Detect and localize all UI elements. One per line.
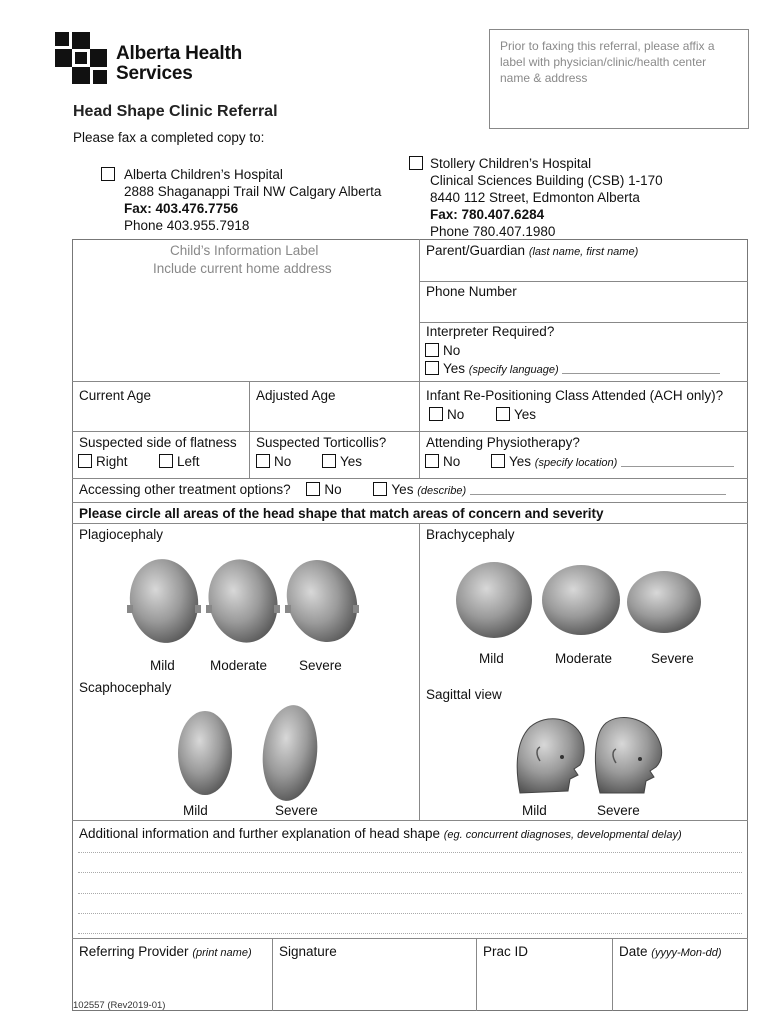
scapho-mild-label: Mild bbox=[183, 803, 208, 818]
additional-line-1[interactable] bbox=[78, 852, 742, 853]
brachy-severe-head[interactable] bbox=[627, 571, 701, 633]
brachy-mild-head[interactable] bbox=[456, 562, 532, 638]
physio-no-checkbox[interactable] bbox=[425, 454, 439, 468]
date-label: Date (yyyy-Mon-dd) bbox=[619, 944, 722, 959]
plagio-mild-head[interactable] bbox=[124, 556, 203, 646]
plagio-severe-label: Severe bbox=[299, 658, 342, 673]
edmonton-checkbox[interactable] bbox=[409, 156, 423, 170]
signature-label: Signature bbox=[279, 944, 337, 959]
interpreter-label: Interpreter Required? bbox=[426, 324, 555, 339]
interpreter-no-checkbox[interactable] bbox=[425, 343, 439, 357]
torticollis-yes-checkbox[interactable] bbox=[322, 454, 336, 468]
prac-id-label: Prac ID bbox=[483, 944, 529, 959]
adjusted-age-label: Adjusted Age bbox=[256, 388, 336, 403]
plagio-moderate-head[interactable] bbox=[200, 556, 286, 646]
scaphocephaly-images bbox=[172, 703, 332, 803]
flatness-left-checkbox[interactable] bbox=[159, 454, 173, 468]
brachy-severe-label: Severe bbox=[651, 651, 694, 666]
torticollis-label: Suspected Torticollis? bbox=[256, 435, 387, 450]
other-treatment-yes-checkbox[interactable] bbox=[373, 482, 387, 496]
brachy-mild-label: Mild bbox=[479, 651, 504, 666]
infant-class-no: No bbox=[429, 407, 464, 422]
calgary-checkbox[interactable] bbox=[101, 167, 115, 181]
sagittal-severe-head[interactable] bbox=[595, 717, 661, 793]
physio-yes-checkbox[interactable] bbox=[491, 454, 505, 468]
flatness-right-checkbox[interactable] bbox=[78, 454, 92, 468]
brachycephaly-images bbox=[452, 552, 702, 642]
infant-class-yes-checkbox[interactable] bbox=[496, 407, 510, 421]
infant-class-yes: Yes bbox=[496, 407, 536, 422]
plagiocephaly-label: Plagiocephaly bbox=[79, 527, 164, 542]
physio-yes: Yes (specify location) bbox=[491, 454, 734, 469]
sagittal-images bbox=[510, 713, 670, 803]
sagittal-label: Sagittal view bbox=[426, 687, 502, 702]
side-flatness-label: Suspected side of flatness bbox=[79, 435, 237, 450]
torticollis-no: No bbox=[256, 454, 291, 469]
other-treatment: Accessing other treatment options? No Yes (describe) bbox=[79, 482, 726, 497]
scapho-severe-head[interactable] bbox=[258, 703, 322, 803]
additional-line-2[interactable] bbox=[78, 872, 742, 873]
scapho-severe-label: Severe bbox=[275, 803, 318, 818]
additional-line-4[interactable] bbox=[78, 913, 742, 914]
language-field[interactable] bbox=[562, 373, 720, 374]
plagio-severe-head[interactable] bbox=[275, 556, 364, 646]
infant-class-label: Infant Re-Positioning Class Attended (ACH only)? bbox=[426, 388, 724, 403]
page-title: Head Shape Clinic Referral bbox=[73, 103, 278, 120]
brachycephaly-label: Brachycephaly bbox=[426, 527, 515, 542]
circle-instruction: Please circle all areas of the head shape that match areas of concern and severity bbox=[79, 506, 604, 521]
plagio-moderate-label: Moderate bbox=[210, 658, 268, 673]
edmonton-hospital: Stollery Children’s Hospital Clinical Sciences Building (CSB) 1-170 8440 112 Street, Edmonton Alberta Fax: 780.407.6284 Phone 780.407.1980 bbox=[409, 155, 663, 240]
flatness-right: Right bbox=[78, 454, 128, 469]
sagittal-mild-label: Mild bbox=[522, 803, 547, 818]
current-age-label: Current Age bbox=[79, 388, 152, 403]
ahs-logo-icon bbox=[55, 32, 107, 84]
fax-to-text: Please fax a completed copy to: bbox=[73, 130, 265, 145]
physio-location-field[interactable] bbox=[621, 466, 734, 467]
parent-guardian-label: Parent/Guardian (last name, first name) bbox=[426, 243, 639, 258]
sagittal-mild-head[interactable] bbox=[517, 719, 584, 793]
brachy-moderate-head[interactable] bbox=[542, 565, 620, 635]
other-treatment-no-checkbox[interactable] bbox=[306, 482, 320, 496]
phone-number-label: Phone Number bbox=[426, 284, 517, 299]
referring-provider-label: Referring Provider (print name) bbox=[79, 944, 252, 959]
additional-line-5[interactable] bbox=[78, 933, 742, 934]
label-affix-box bbox=[489, 29, 749, 129]
child-label-subtitle: Include current home address bbox=[153, 261, 332, 276]
torticollis-yes: Yes bbox=[322, 454, 362, 469]
interpreter-no: No bbox=[425, 343, 460, 358]
form-number: 102557 (Rev2019-01) bbox=[73, 1000, 166, 1011]
flatness-left: Left bbox=[159, 454, 200, 469]
torticollis-no-checkbox[interactable] bbox=[256, 454, 270, 468]
scapho-mild-head[interactable] bbox=[178, 711, 232, 795]
child-label-title: Child’s Information Label bbox=[170, 243, 319, 258]
interpreter-yes-checkbox[interactable] bbox=[425, 361, 439, 375]
interpreter-yes: Yes (specify language) bbox=[425, 361, 720, 376]
brachy-moderate-label: Moderate bbox=[555, 651, 613, 666]
infant-class-no-checkbox[interactable] bbox=[429, 407, 443, 421]
additional-line-3[interactable] bbox=[78, 893, 742, 894]
scaphocephaly-label: Scaphocephaly bbox=[79, 680, 172, 695]
sagittal-severe-label: Severe bbox=[597, 803, 640, 818]
physio-no: No bbox=[425, 454, 460, 469]
logo-text: Alberta Health Services bbox=[116, 43, 243, 84]
physio-label: Attending Physiotherapy? bbox=[426, 435, 580, 450]
plagiocephaly-images bbox=[124, 556, 364, 646]
other-treatment-field[interactable] bbox=[470, 494, 726, 495]
additional-info-label: Additional information and further explanation of head shape (eg. concurrent diagnoses, developmental delay) bbox=[79, 826, 682, 841]
fax-note: Prior to faxing this referral, please affix a label with physician/clinic/health center name & address bbox=[500, 39, 715, 85]
calgary-hospital: Alberta Children’s Hospital 2888 Shaganappi Trail NW Calgary Alberta Fax: 403.476.7756 Phone 403.955.7918 bbox=[101, 166, 381, 234]
plagio-mild-label: Mild bbox=[150, 658, 175, 673]
